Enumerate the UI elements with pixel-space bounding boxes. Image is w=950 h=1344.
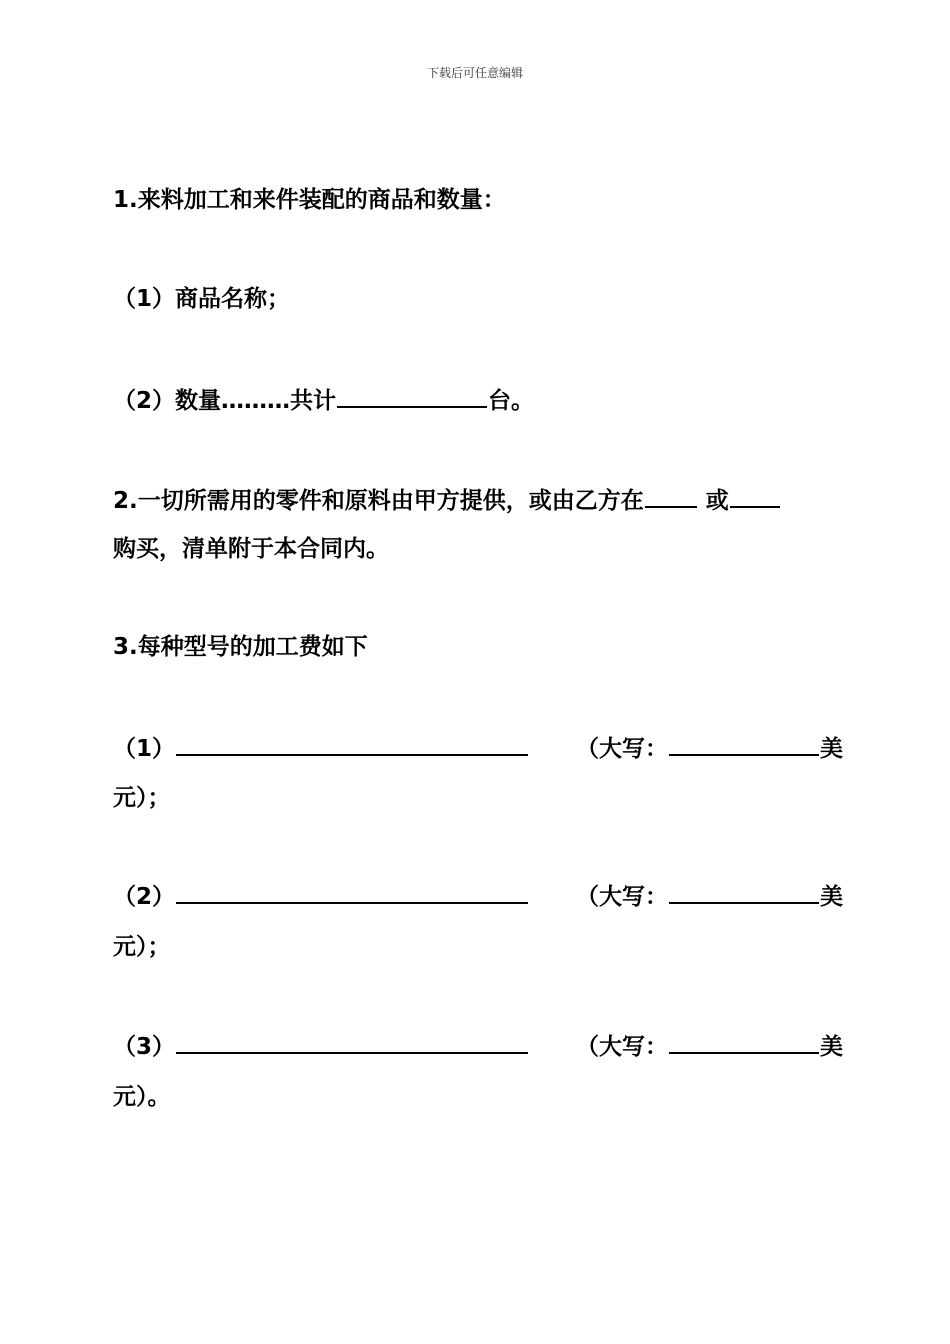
fee-item-2-end: 元）； <box>113 934 171 960</box>
fee-currency: 美 <box>820 736 843 762</box>
fee-item-label: （1） <box>113 736 176 762</box>
fee-amount-blank[interactable] <box>176 1030 528 1054</box>
fee-capital-blank[interactable] <box>669 880 819 904</box>
quantity-label: （2）数量………共计 <box>113 388 337 414</box>
section2-or: 或 <box>697 488 729 514</box>
section1-item2 <box>113 384 843 416</box>
quantity-unit: 台。 <box>488 388 535 414</box>
section2-text: 2.一切所需用的零件和原料由甲方提供，或由乙方在 <box>113 488 644 514</box>
fee-item-label: （3） <box>113 1034 176 1060</box>
page-header: 下载后可任意编辑 <box>426 66 523 80</box>
fee-capital-label: （大写： <box>576 736 668 762</box>
fee-capital-label: （大写： <box>576 884 668 910</box>
fee-capital-blank[interactable] <box>669 1030 819 1054</box>
fee-item-3 <box>113 1030 843 1062</box>
section2-line1 <box>113 484 843 516</box>
fee-item-2 <box>113 880 843 912</box>
fee-item-label: （2） <box>113 884 176 910</box>
fee-capital-blank[interactable] <box>669 732 819 756</box>
section1-heading: 1.来料加工和来件装配的商品和数量： <box>113 187 506 213</box>
fee-currency: 美 <box>820 1034 843 1060</box>
fee-item-1 <box>113 732 843 764</box>
purchase-place-blank-2[interactable] <box>730 484 780 508</box>
fee-amount-blank[interactable] <box>176 880 528 904</box>
quantity-blank[interactable] <box>337 384 487 408</box>
fee-capital-label: （大写： <box>576 1034 668 1060</box>
fee-amount-blank[interactable] <box>176 732 528 756</box>
section2-line2: 购买，清单附于本合同内。 <box>113 536 389 562</box>
fee-item-3-end: 元）。 <box>113 1084 171 1110</box>
purchase-place-blank-1[interactable] <box>645 484 697 508</box>
section1-item1: （1）商品名称； <box>113 286 291 312</box>
fee-item-1-end: 元）； <box>113 785 171 811</box>
fee-currency: 美 <box>820 884 843 910</box>
section3-heading: 3.每种型号的加工费如下 <box>113 634 368 660</box>
